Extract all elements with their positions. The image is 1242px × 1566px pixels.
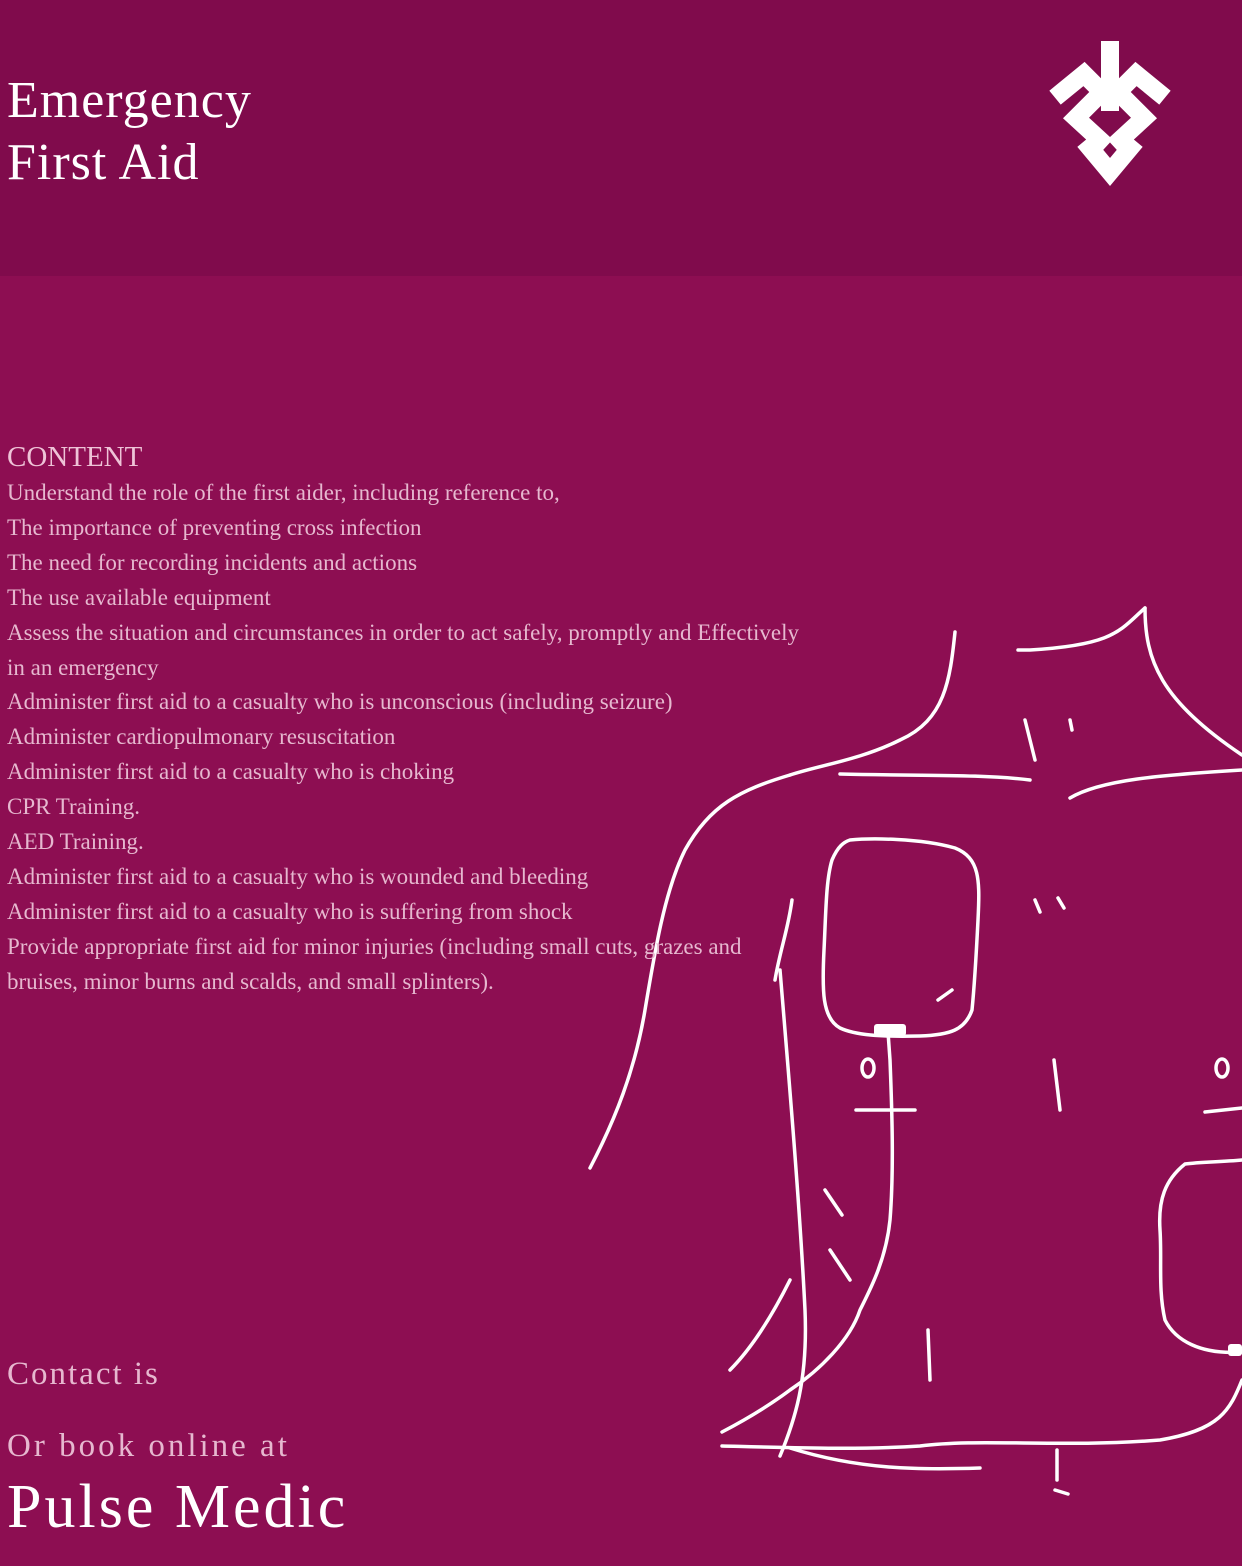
content-section <box>7 438 887 1000</box>
content-heading: CONTENT <box>7 441 143 473</box>
list-item: CPR Training. <box>7 794 140 820</box>
brand-name: Pulse Medic <box>7 1473 349 1541</box>
list-item: Administer first aid to a casualty who is unconscious (including seizure) <box>7 689 673 715</box>
list-item: The use available equipment <box>7 584 271 610</box>
list-item: Administer cardiopulmonary resuscitation <box>7 724 396 750</box>
content-list <box>7 476 887 1000</box>
list-item: Administer first aid to a casualty who is choking <box>7 759 455 785</box>
list-item: Understand the role of the first aider, including reference to, <box>7 480 560 505</box>
page-title <box>7 70 252 194</box>
list-item: bruises, minor burns and scalds, and small splinters). <box>7 968 494 994</box>
list-item: AED Training. <box>7 829 144 855</box>
list-item: The need for recording incidents and actions <box>7 549 418 575</box>
pulse-medic-logo-icon <box>1040 40 1180 190</box>
title-line-2: First Aid <box>7 134 200 191</box>
contact-text: Contact is <box>7 1356 160 1392</box>
list-item: Assess the situation and circumstances in order to act safely, promptly and Effectively <box>7 619 799 645</box>
book-online-text: Or book online at <box>7 1428 290 1464</box>
header-banner <box>0 0 1242 276</box>
list-item: in an emergency <box>7 654 159 680</box>
list-item: The importance of preventing cross infection <box>7 514 422 540</box>
list-item: Provide appropriate first aid for minor injuries (including small cuts, grazes and <box>7 933 742 959</box>
title-line-1: Emergency <box>7 72 252 129</box>
list-item: Administer first aid to a casualty who is suffering from shock <box>7 898 573 924</box>
list-item: Administer first aid to a casualty who is wounded and bleeding <box>7 863 589 889</box>
